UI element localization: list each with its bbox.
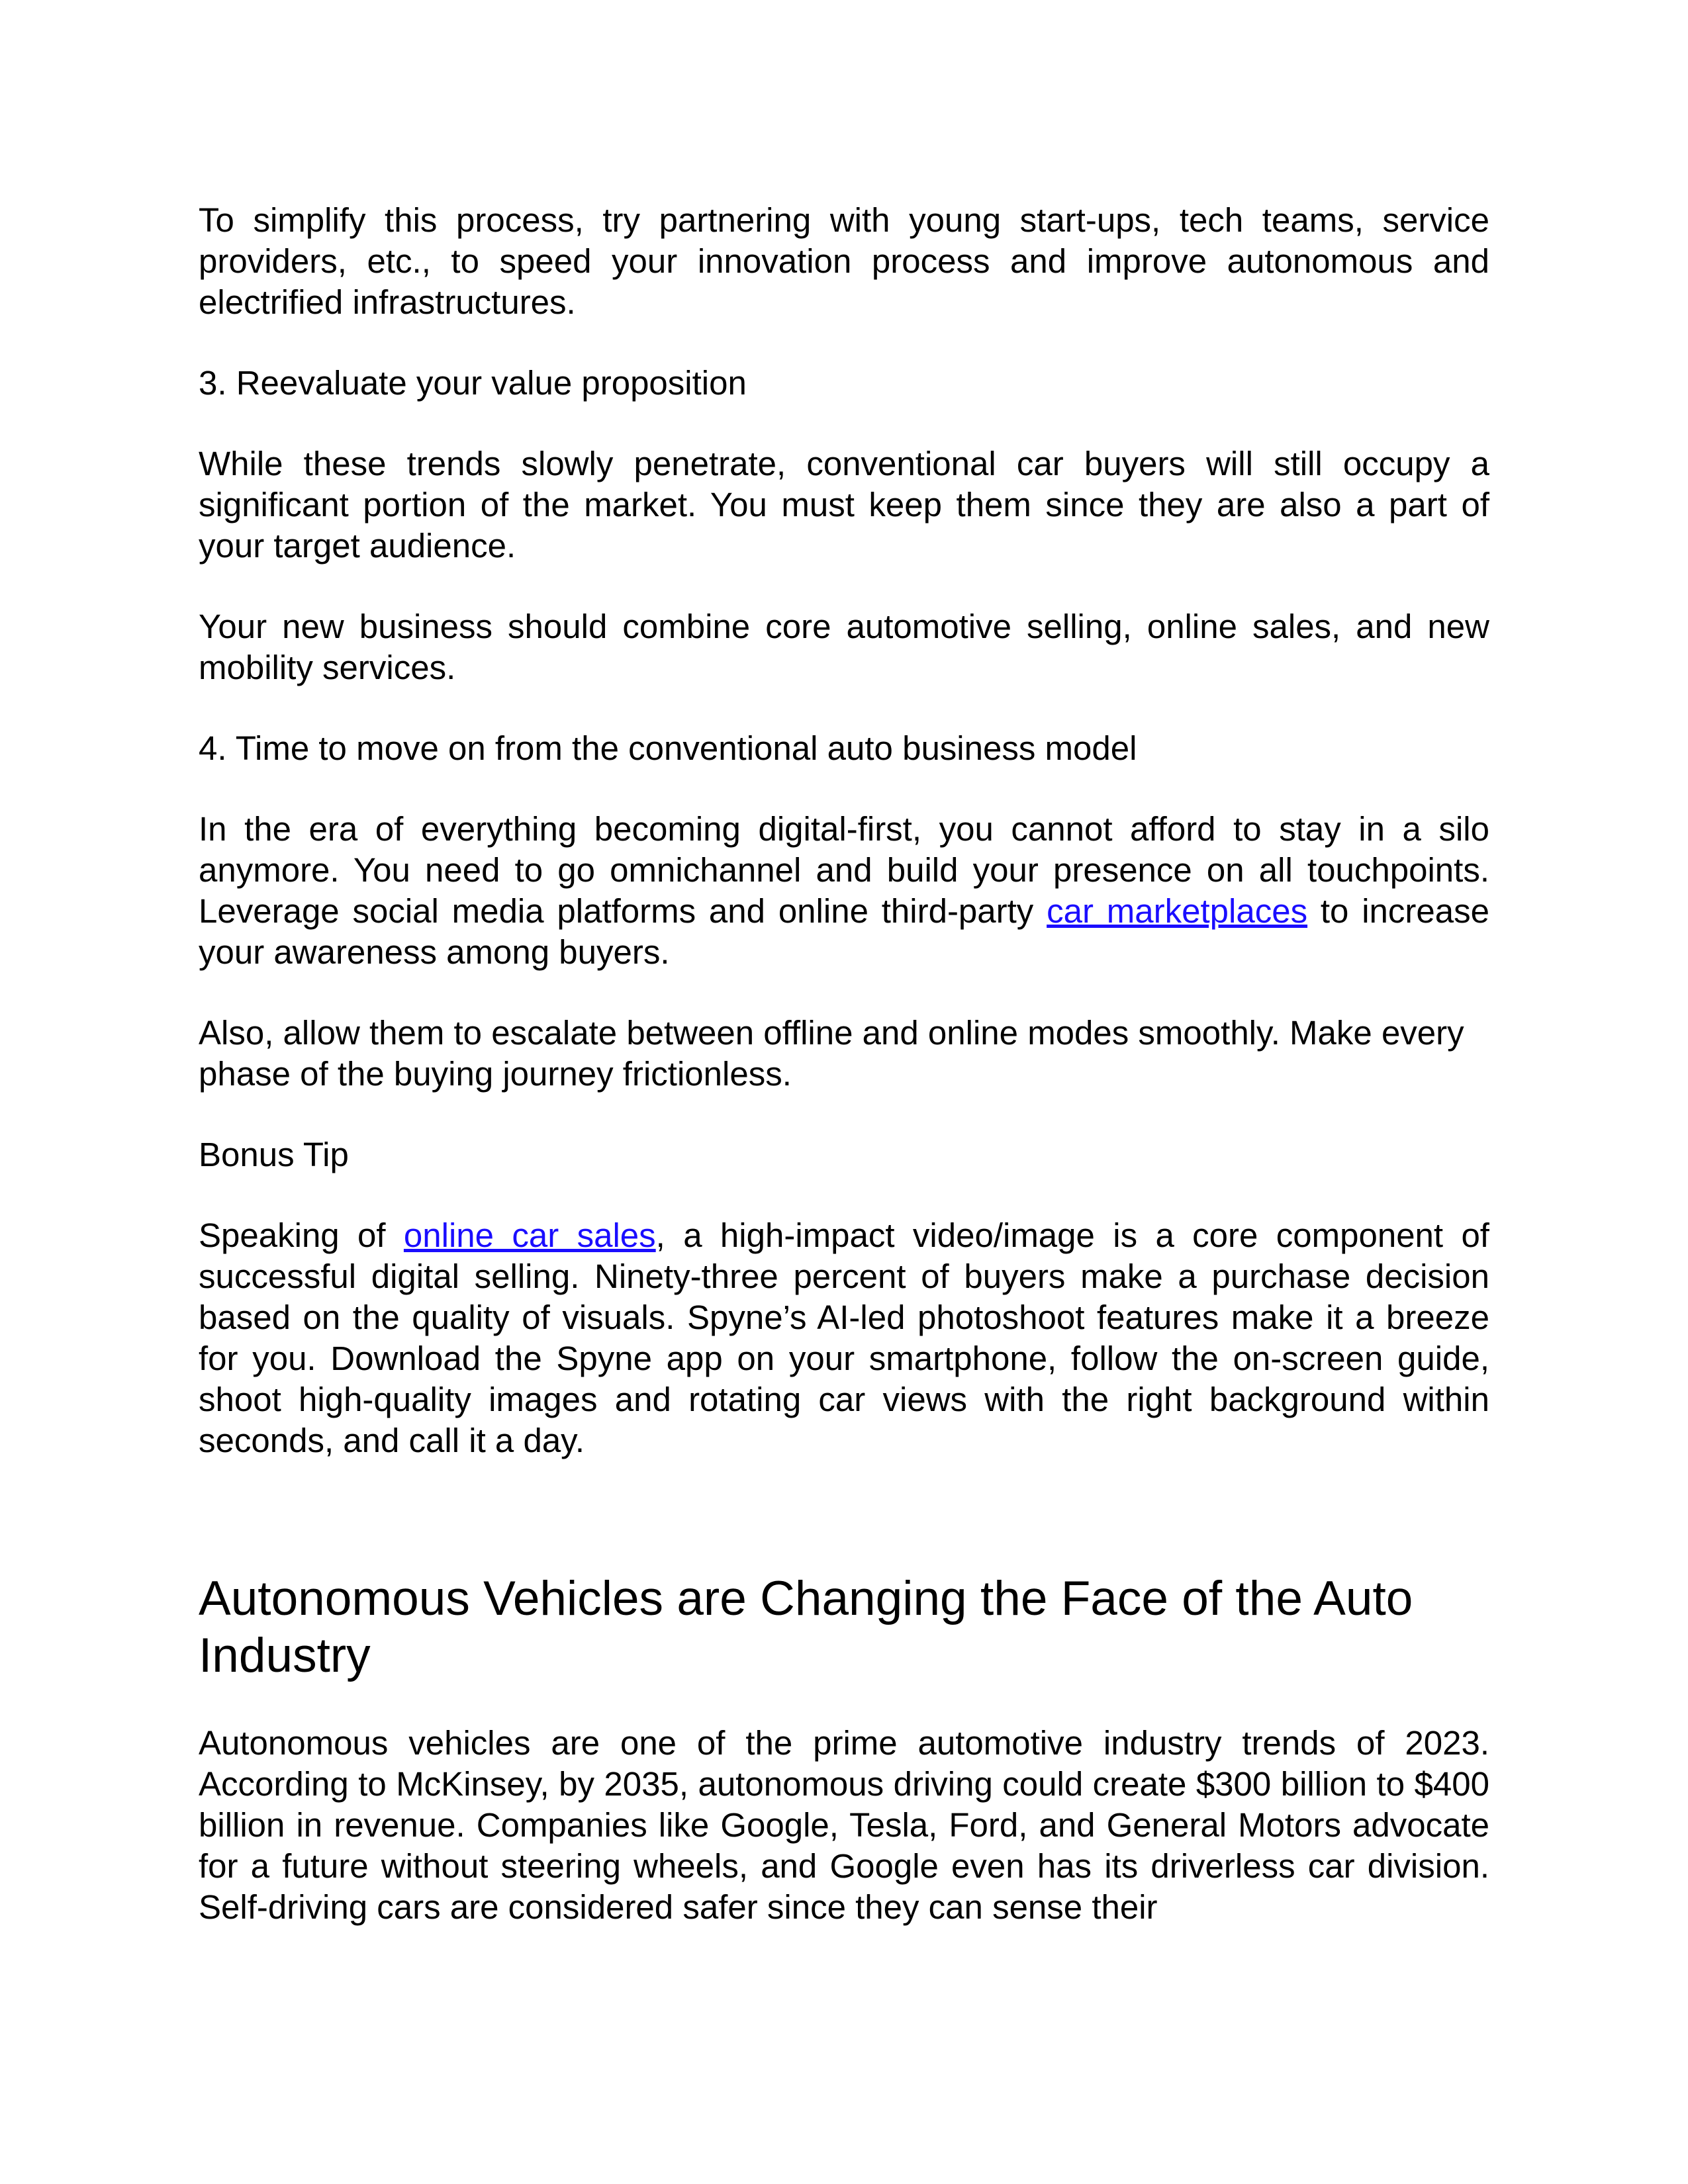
- paragraph-autonomous-vehicles: Autonomous vehicles are one of the prime automotive industry trends of 2023. According to McKinsey, by 2035, autonomous driving could create $300 billion to $400 billion in revenue. Companies like Google, Tesla, Ford, and General Motors advocate for a future without steering wheels, and Google even has its driverless car division. Self-driving cars are considered safer since they can sense their: [199, 1724, 1489, 1926]
- paragraph-digital-first: [199, 809, 1489, 973]
- subheading-bonus-tip: Bonus Tip: [199, 1136, 349, 1173]
- paragraph-partnering: To simplify this process, try partnering with young start-ups, tech teams, service providers, etc., to speed your innovation process and improve autonomous and electrified infrastructures.: [199, 201, 1489, 321]
- paragraph-digital-first-text-end: to increase your awareness among buyers.: [199, 892, 1489, 971]
- paragraph-speaking-text: Speaking of: [199, 1216, 404, 1254]
- paragraph-new-business: Your new business should combine core automotive selling, online sales, and new mobility services.: [199, 608, 1489, 686]
- paragraph-digital-first-text: In the era of everything becoming digital-first, you cannot afford to stay in a silo anymore. You need to go omnichannel and build your presence on all touchpoints. Leverage social media platforms and online third-party: [199, 810, 1489, 930]
- section-heading-autonomous-vehicles: Autonomous Vehicles are Changing the Face of the Auto Industry: [199, 1572, 1413, 1682]
- car-marketplaces-link[interactable]: car marketplaces: [1047, 892, 1308, 930]
- online-car-sales-link[interactable]: online car sales: [403, 1216, 656, 1254]
- subheading-reevaluate-value-proposition: 3. Reevaluate your value proposition: [199, 364, 747, 402]
- paragraph-speaking-text-end: , a high-impact video/image is a core component of successful digital selling. Ninety-three percent of buyers make a purchase decision based on the quality of visuals. Spyne’s AI-led photoshoot features make it a breeze for you. Download the Spyne app on your smartphone, follow the on-screen guide, shoot high-quality images and rotating car views with the right background within seconds, and call it a day.: [199, 1216, 1489, 1459]
- paragraph-escalate: Also, allow them to escalate between offline and online modes smoothly. Make every phase of the buying journey frictionless.: [199, 1014, 1464, 1093]
- document-page: [199, 200, 1489, 1968]
- paragraph-conventional-buyers: While these trends slowly penetrate, conventional car buyers will still occupy a significant portion of the market. You must keep them since they are also a part of your target audience.: [199, 445, 1489, 565]
- paragraph-speaking-of: [199, 1215, 1489, 1461]
- subheading-move-on-business-model: 4. Time to move on from the conventional auto business model: [199, 729, 1137, 767]
